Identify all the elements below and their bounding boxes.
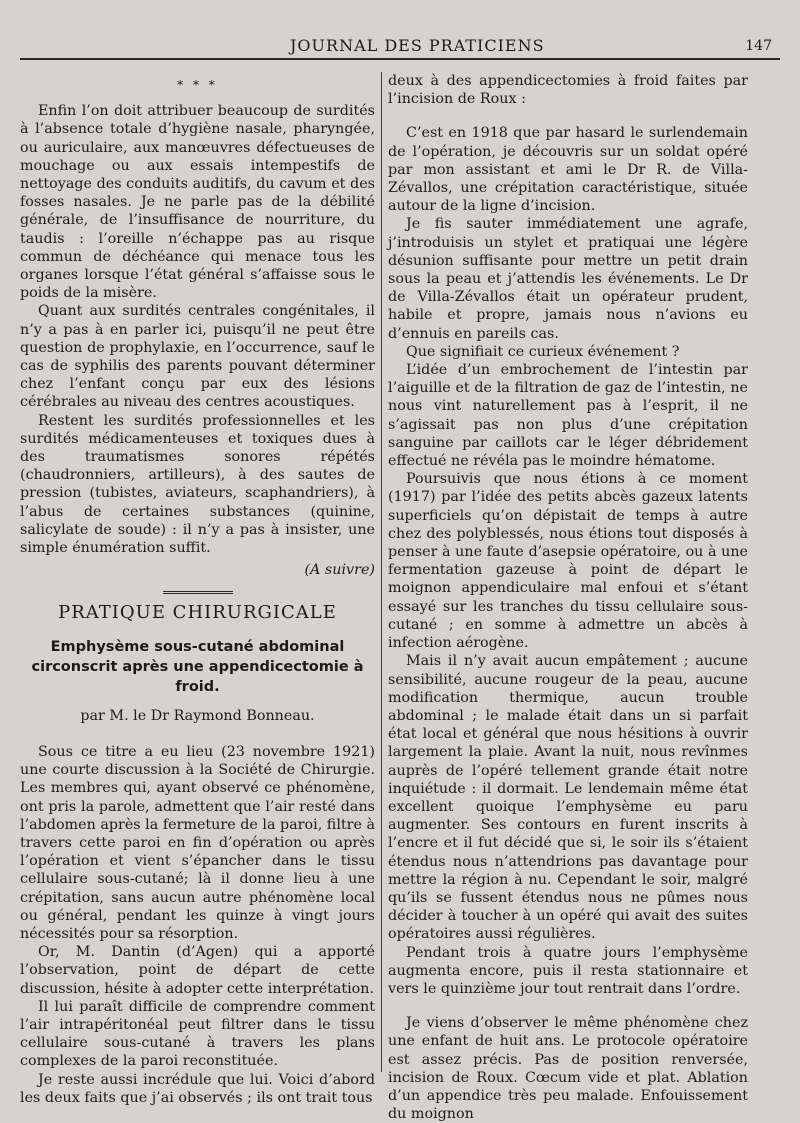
paragraph: Mais il n’y avait aucun empâtement ; aucune sensibilité, aucune rougeur de la peau, aucune modification thermique, aucun trouble abdominal ; le malade était dans un si parfait état local et général que nous hésitions à ouvrir largement la plaie. Avant la nuit, nous revînmes auprès de l’opéré tellement grande était notre inquiétude : il dormait. Le lendemain même état excellent quoique l’emphysème eu paru augmenter. Ses contours en furent inscrits à l’encre et il fut décidé que si, le soir ils s’étaient étendus nous n’attendrions pas davantage pour mettre la région à nu. Cependant le soir, malgré qu’ils se fussent étendus nous ne pûmes nous décider à toucher à un opéré qui avait des suites opératoires aussi régulières. (388, 653, 748, 943)
paragraph: Enfin l’on doit attribuer beaucoup de surdités à l’absence totale d’hygiène nasale, pharyngée, ou auriculaire, aux manœuvres défectueuses de mouchage ou aux essais intempestifs de nettoyage des conduits auditifs, du cavum et des fosses nasales. Je ne parle pas de la débilité générale, de l’insuffisance de nourriture, du taudis : l’oreille n’échappe pas au risque commun de déchéance qui menace tous les organes lorsque l’état général s’affaisse sous le poids de la misère. (20, 103, 375, 302)
section-separator (163, 591, 233, 594)
page-header (20, 36, 780, 62)
paragraph: Poursuivis que nous étions à ce moment (1917) par l’idée des petits abcès gazeux latents superficiels qu’on dépistait de temps à autre chez des polyblessés, nous étions tout disposés à penser à une faute d’asepsie opératoire, ou à une fermentation gazeuse à point de départ le moignon appendiculaire mal enfoui et s’étant essayé sur les tranches du tissu cellulaire sous-cutané ; en somme à admettre un abcès à infection aérogène. (388, 471, 748, 652)
paragraph: Que signifiait ce curieux événement ? (406, 343, 680, 360)
article-title-line-2: circonscrit après une appendicectomie à froid. (31, 658, 364, 695)
paragraph-gap (388, 108, 748, 124)
paragraph: Il lui paraît difficile de comprendre comment l’air intrapéritonéal peut filtrer dans le tissu cellulaire sous-cutané à travers les plans complexes de la paroi reconstituée. (20, 998, 375, 1070)
to-follow-note: (A suivre) (304, 562, 375, 579)
paragraph: deux à des appendicectomies à froid faites par l’incision de Roux : (388, 73, 748, 108)
article-title-line-1: Emphysème sous-cutané abdominal (50, 638, 345, 655)
header-rule (20, 58, 780, 60)
column-divider (381, 72, 382, 1072)
paragraph: Pendant trois à quatre jours l’emphysème augmenta encore, puis il resta stationnaire et vers le quinzième jour tout rentrait dans l’ordre. (388, 944, 748, 997)
page-number: 147 (745, 38, 772, 54)
section-title: PRATIQUE CHIRURGICALE (58, 602, 337, 624)
paragraph: Sous ce titre a eu lieu (23 novembre 1921) une courte discussion à la Société de Chirurgie. Les membres qui, ayant observé ce phénomène, ont pris la parole, admettent que l’air resté dans l’abdomen après la fermeture de la paroi, filtre à travers cette paroi en fin d’opération ou après l’opération et vient s’épancher dans le tissu cellulaire sous-cutané; là il donne lieu à une crépitation, sans aucun autre phénomène local ou général, pendant les quinze à vingt jours nécessités pour sa résorption. (20, 743, 376, 942)
journal-title: JOURNAL DES PRATICIENS (290, 36, 545, 55)
paragraph: Je fis sauter immédiatement une agrafe, j’introduisis un stylet et pratiquai une légère désunion suffisante pour mettre un petit drain sous la peau et j’attendis les événements. Le Dr de Villa-Zévallos était un opérateur prudent, habile et propre, jamais nous n’avions eu d’ennuis en pareils cas. (388, 216, 748, 342)
paragraph: Quant aux surdités centrales congénitales, il n’y a pas à en parler ici, puisqu’il ne peut être question de prophylaxie, en l’occurrence, sauf le cas de syphilis des parents pouvant déterminer chez l’enfant conçu par eux des lésions cérébrales au niveau des centres acoustiques. (20, 303, 375, 411)
paragraph: C’est en 1918 que par hasard le surlendemain de l’opération, je découvris sur un soldat opéré par mon assistant et ami le Dr R. de Villa-Zévallos, une crépitation caractéristique, située autour de la ligne d’incision. (388, 125, 748, 215)
section-stars: * * * (177, 78, 218, 92)
paragraph: Je viens d’observer le même phénomène chez une enfant de huit ans. Le protocole opératoire est assez précis. Pas de position renversée, incision de Roux. Cœcum vide et plat. Ablation d’un appendice très peu malade. Enfouissement du moignon (388, 1015, 748, 1123)
paragraph: Restent les surdités professionnelles et les surdités médicamenteuses et toxiques dues à des traumatismes sonores répétés (chaudronniers, artilleurs), à des sautes de pression (tubistes, aviateurs, scaphandriers), à l’abus de certaines substances (quinine, salicylate de soude) : il n’y a pas à insister, une simple énumération suffit. (20, 412, 375, 557)
byline: par M. le Dr Raymond Bonneau. (80, 707, 315, 724)
paragraph-gap (388, 998, 748, 1014)
paragraph: Je reste aussi incrédule que lui. Voici d’abord les deux faits que j’ai observés ; ils ont trait tous (20, 1071, 375, 1106)
right-column (388, 72, 748, 1123)
left-column (20, 72, 375, 1107)
paragraph: Or, M. Dantin (d’Agen) qui a apporté l’observation, point de départ de cette discussion, hésite à adopter cette interprétation. (20, 944, 375, 997)
paragraph: L’idée d’un embrochement de l’intestin par l’aiguille et de la filtration de gaz de l’intestin, ne nous vint naturellement pas à l’esprit, il ne s’agissait pas non plus d’une crépitation sanguine par caillots car le léger débridement effectué ne révéla pas le moindre hématome. (388, 362, 748, 470)
